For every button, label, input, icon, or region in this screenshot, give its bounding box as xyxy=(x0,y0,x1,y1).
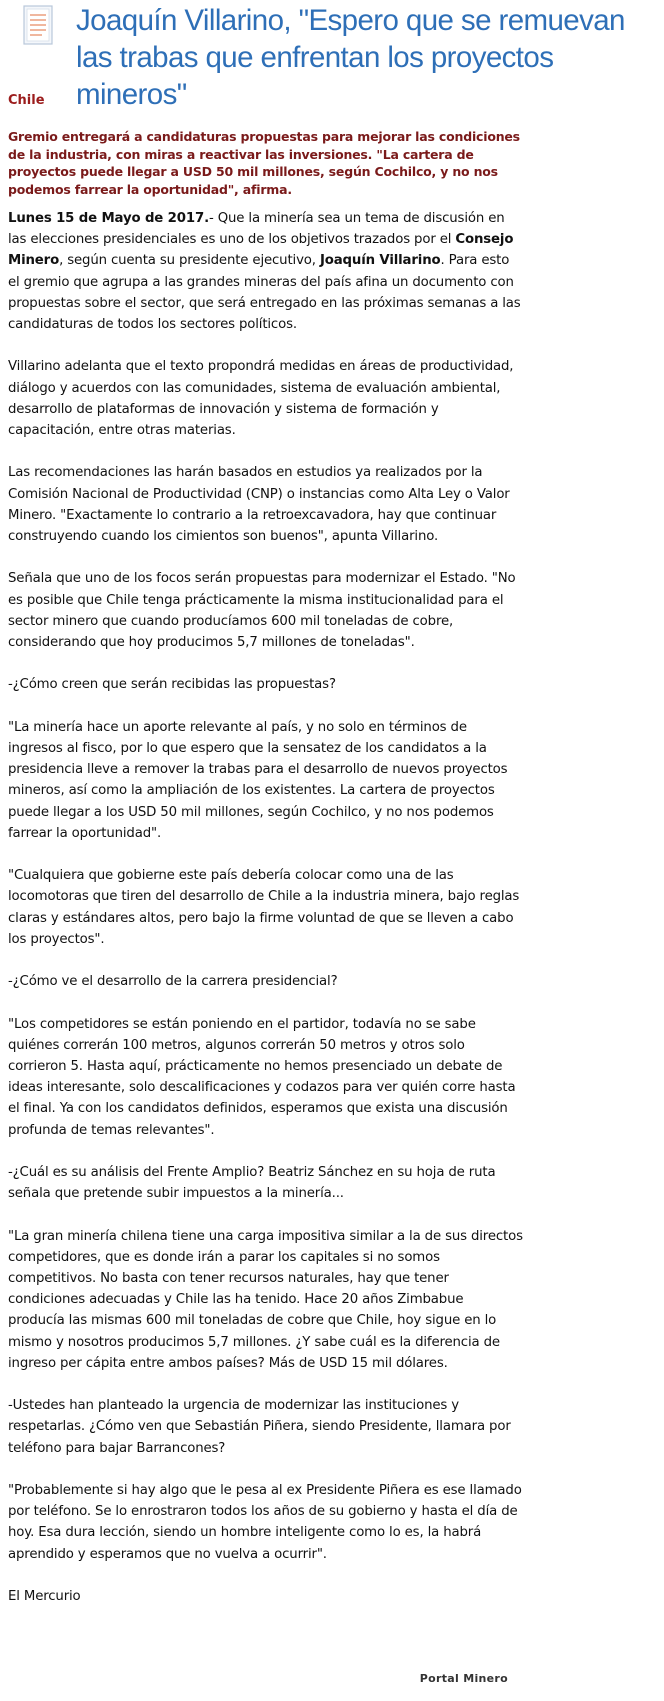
article-paragraph: Señala que uno de los focos serán propuestas para modernizar el Estado. "No es posible que Chile tenga prácticamente la misma institucionalidad para el sector minero que cuando producíamos 600 mil toneladas de cobre, considerando que hoy producimos 5,7 millones de toneladas". xyxy=(8,571,516,651)
article-paragraph: Villarino adelanta que el texto propondrá medidas en áreas de productividad, diálogo y acuerdos con las comunidades, sistema de evaluación ambiental, desarrollo de plataformas de innovación y sistema de formación y capacitación, entre otras materias. xyxy=(8,359,514,439)
article-body xyxy=(8,208,523,1628)
article-paragraph: "Los competidores se están poniendo en el partidor, todavía no se sabe quiénes correrán 100 metros, algunos correrán 50 metros y otros solo corrieron 5. Hasta aquí, prácticamente no hemos presenciado un debate de ideas interesante, solo descalificaciones y codazos para ver quién corre hasta el final. Ya con los candidatos definidos, esperamos que exista una discusión profunda de temas relevantes". xyxy=(8,1016,516,1138)
article-lead: Gremio entregará a candidaturas propuestas para mejorar las condiciones de la industria, con miras a reactivar las inversiones. "La cartera de proyectos puede llegar a USD 50 mil millones, según Cochilco, y no nos podemos farrear la oportunidad", afirma. xyxy=(8,129,520,197)
document-icon xyxy=(22,5,56,47)
person-name: Joaquín Villarino xyxy=(319,253,441,269)
country-label: Chile xyxy=(8,93,45,108)
organization-name: Consejo Minero xyxy=(8,232,514,269)
paragraph-text: . Para esto el gremio que agrupa a las grandes mineras del país afina un documento con propuestas sobre el sector, que será entregado en las próximas semanas a las candidaturas de todos los sectores políticos. xyxy=(8,253,521,333)
paragraph-text: - Que la minería sea un tema de discusión en las elecciones presidenciales es uno de los objetivos trazados por el xyxy=(8,211,505,248)
paragraph-text: , según cuenta su presidente ejecutivo, xyxy=(59,253,320,269)
article-source: El Mercurio xyxy=(8,1589,81,1604)
interview-question: -¿Cómo creen que serán recibidas las propuestas? xyxy=(8,677,336,693)
article-paragraph: "Probablemente si hay algo que le pesa al ex Presidente Piñera es ese llamado por teléfono. Se lo enrostraron todos los años de su gobierno y hasta el día de hoy. Esa dura lección, siendo un hombre inteligente como lo es, la habrá aprendido y esperamos que no vuelva a ocurrir". xyxy=(8,1483,522,1562)
article-date: Lunes 15 de Mayo de 2017. xyxy=(8,211,209,226)
article-title: Joaquín Villarino, "Espero que se remuevan las trabas que enfrentan los proyectos mineros" xyxy=(76,4,625,111)
article-paragraph: "La gran minería chilena tiene una carga impositiva similar a la de sus directos competidores, que es donde irán a parar los capitales si no somos competitivos. No basta con tener recursos naturales, hay que tener condiciones adecuadas y Chile las ha tenido. Hace 20 años Zimbabue producía las mismas 600 mil toneladas de cobre que Chile, hoy sigue en lo mismo y nosotros producimos 5,7 millones. ¿Y sabe cuál es la diferencia de ingreso per cápita entre ambos países? Más de USD 15 mil dólares. xyxy=(8,1228,523,1371)
interview-question: -¿Cuál es su análisis del Frente Amplio? Beatriz Sánchez en su hoja de ruta señala que pretende subir impuestos a la minería... xyxy=(8,1165,496,1202)
interview-question: -¿Cómo ve el desarrollo de la carrera presidencial? xyxy=(8,974,338,990)
interview-question: -Ustedes han planteado la urgencia de modernizar las instituciones y respetarlas. ¿Cómo ven que Sebastián Piñera, siendo Presidente, llamara por teléfono para bajar Barrancones? xyxy=(8,1398,511,1456)
article-paragraph: "La minería hace un aporte relevante al país, y no solo en términos de ingresos al fisco, por lo que espero que la sensatez de los candidatos a la presidencia lleve a remover la trabas para el desarrollo de nuevos proyectos mineros, así como la ampliación de los existentes. La cartera de proyectos puede llegar a los USD 50 mil millones, según Cochilco, y no nos podemos farrear la oportunidad". xyxy=(8,719,508,841)
article-paragraph-1 xyxy=(8,208,523,335)
article-paragraph: Las recomendaciones las harán basados en estudios ya realizados por la Comisión Nacional de Productividad (CNP) o instancias como Alta Ley o Valor Minero. "Exactamente lo contrario a la retroexcavadora, hay que continuar construyendo cuando los cimientos son buenos", apunta Villarino. xyxy=(8,465,510,545)
footer-brand: Portal Minero xyxy=(419,1672,508,1685)
article-paragraph: "Cualquiera que gobierne este país debería colocar como una de las locomotoras que tiren del desarrollo de Chile a la industria minera, bajo reglas claras y estándares altos, pero bajo la firme voluntad de que se lleven a cabo los proyectos". xyxy=(8,868,520,947)
